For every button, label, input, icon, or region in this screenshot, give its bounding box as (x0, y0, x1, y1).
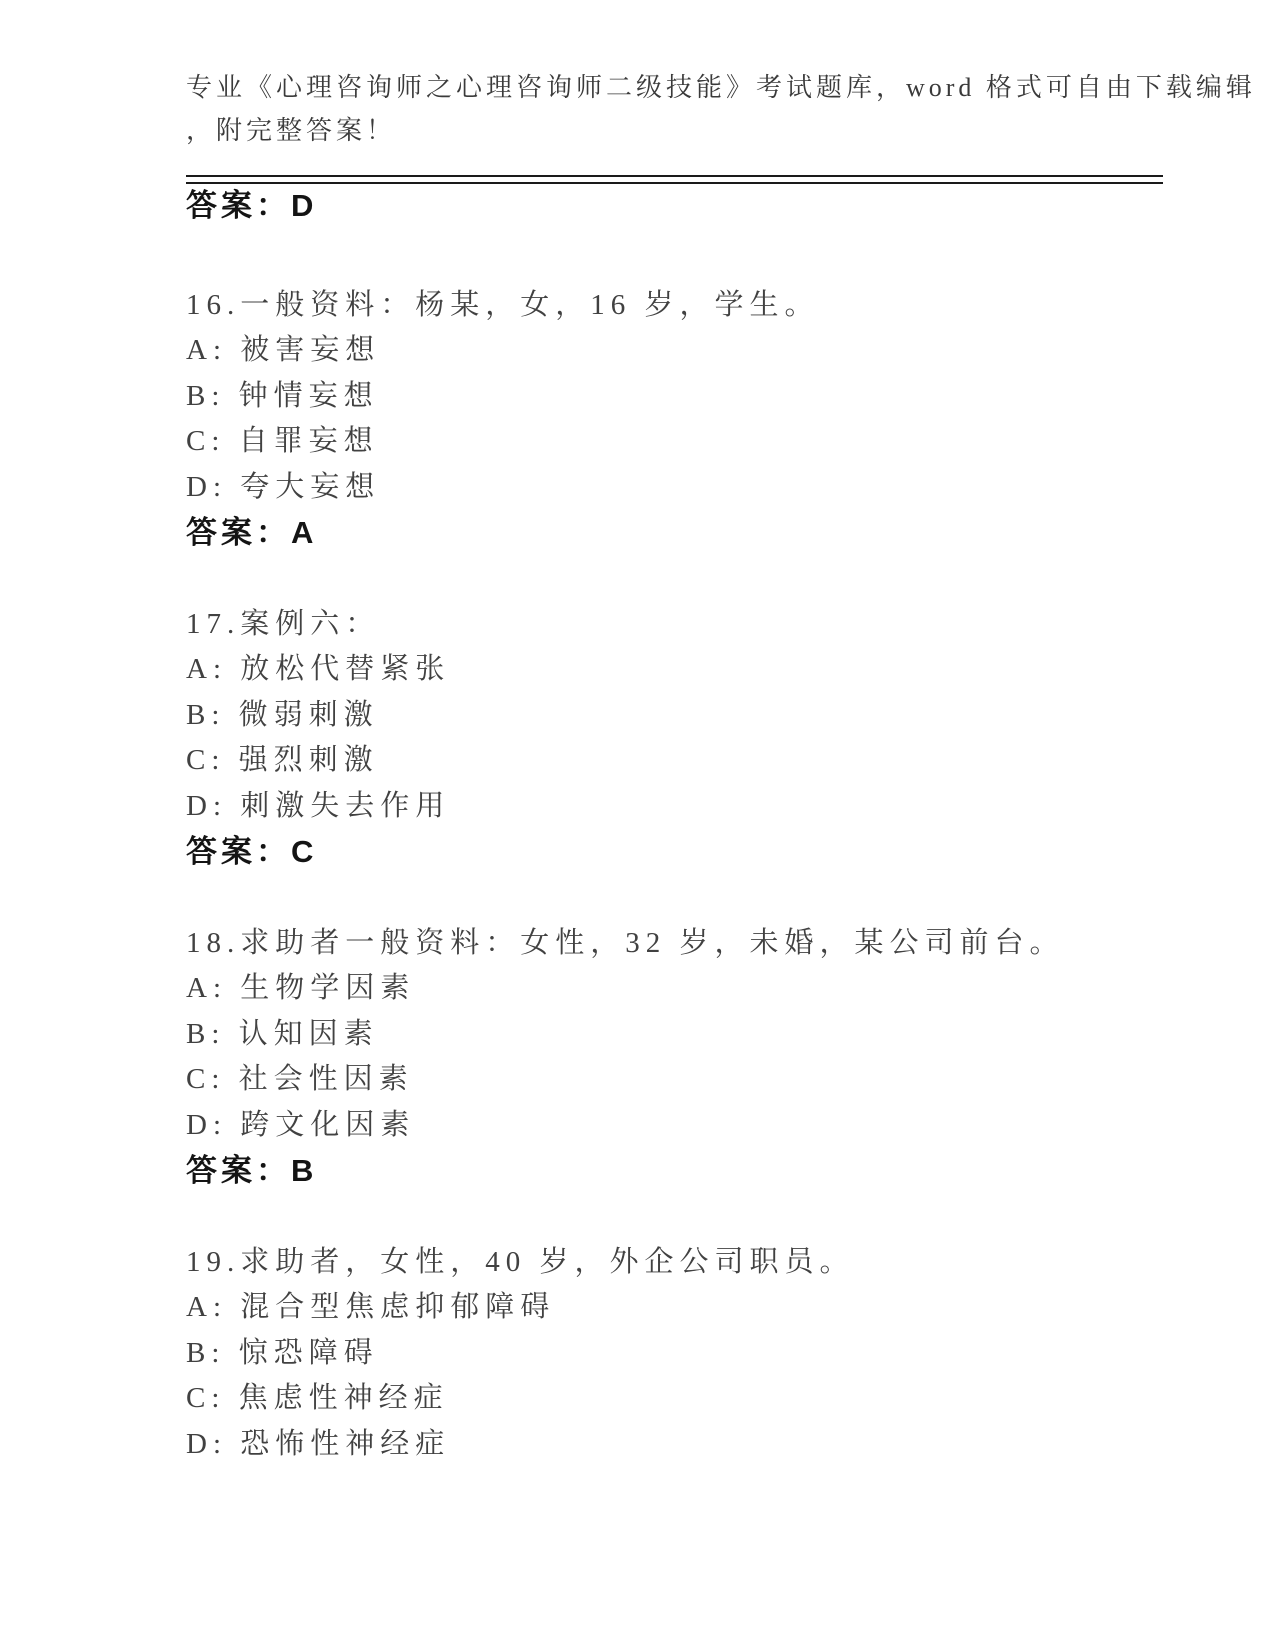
header-line-2: ，附完整答案！ (186, 116, 397, 145)
question-19-option-b: B: 惊恐障碍 (186, 1336, 379, 1369)
question-16-option-a: A: 被害妄想 (186, 334, 381, 366)
block-spacer (186, 1194, 1166, 1240)
block-spacer (186, 229, 1166, 283)
question-17-option-d: D: 刺激失去作用 (186, 789, 451, 822)
question-17-option-b: B: 微弱刺激 (186, 698, 379, 731)
question-16-option-b: B: 钟情妄想 (186, 379, 379, 412)
question-18-option-d: D: 跨文化因素 (186, 1108, 416, 1141)
answer-line-q15: 答案：D (186, 188, 318, 223)
answer-line-q17: 答案：C (186, 834, 318, 869)
question-16-option-d: D: 夸大妄想 (186, 470, 381, 503)
question-19-option-d: D: 恐怖性神经症 (186, 1427, 451, 1460)
question-17-option-c: C: 强烈刺激 (186, 744, 379, 776)
question-17-option-a: A: 放松代替紧张 (186, 653, 451, 685)
question-18-option-a: A: 生物学因素 (186, 972, 416, 1004)
question-17-title: 17.案例六： (186, 607, 381, 640)
question-16-option-c: C: 自罪妄想 (186, 425, 379, 457)
question-18-option-b: B: 认知因素 (186, 1017, 379, 1050)
block-spacer (186, 875, 1166, 921)
question-19-title: 19.求助者，女性，40 岁，外企公司职员。 (186, 1245, 855, 1278)
question-18-option-c: C: 社会性因素 (186, 1063, 414, 1095)
question-19-option-a: A: 混合型焦虑抑郁障碍 (186, 1291, 556, 1323)
block-spacer (186, 556, 1166, 602)
header-line-1: 专业《心理咨询师之心理咨询师二级技能》考试题库，word 格式可自由下载编辑 (186, 73, 1256, 102)
answer-line-q18: 答案：B (186, 1153, 318, 1188)
question-19-option-c: C: 焦虑性神经症 (186, 1382, 449, 1414)
question-16-title: 16.一般资料：杨某，女，16 岁，学生。 (186, 288, 820, 321)
document-body (186, 183, 1166, 1467)
answer-line-q16: 答案：A (186, 515, 318, 550)
document-header (186, 66, 1256, 152)
question-18-title: 18.求助者一般资料：女性，32 岁，未婚，某公司前台。 (186, 926, 1065, 959)
